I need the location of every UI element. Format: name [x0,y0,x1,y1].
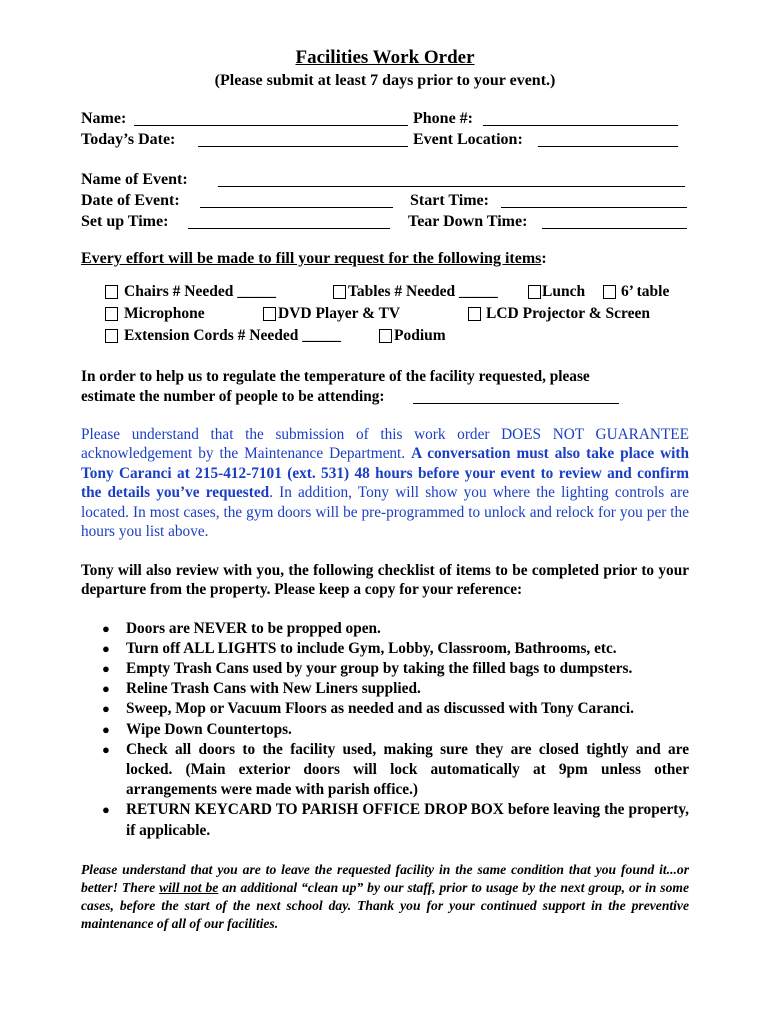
bullet-icon: ● [102,701,110,717]
podium-checkbox[interactable] [379,329,392,343]
field-row-date-start [81,190,689,211]
tear-down-time-field[interactable] [542,228,687,229]
phone-field[interactable] [483,125,678,126]
lcd-option[interactable] [468,303,650,325]
notice-part-3: . In addition, Tony will show you where the lighting controls are located. In most cases, the gym doors will be pre-programmed to unlock and relock for you per the hours you list above. [81,484,689,540]
items-heading [81,248,689,270]
lunch-option[interactable] [528,281,585,303]
lunch-label: Lunch [542,283,586,300]
field-row-date-location [81,129,689,150]
bullet-icon: ● [102,640,110,656]
dvd-option[interactable] [263,303,400,325]
lcd-checkbox[interactable] [468,307,481,321]
six-foot-table-label: 6’ table [621,283,670,300]
chairs-option[interactable] [105,281,276,303]
list-item: ● Check all doors to the facility used, making sure they are closed tightly and are locked. (Main exterior doors will lock automatically at 9pm unless other arrangements were made with parish office.) [102,740,689,799]
start-time-label: Start Time: [410,192,489,209]
bullet-icon: ● [102,741,110,757]
chairs-label: Chairs # Needed _____ [124,283,276,300]
lcd-label: LCD Projector & Screen [486,305,650,322]
temperature-line-1: In order to help us to regulate the temperature of the facility requested, please [81,368,590,385]
checklist-row-3 [81,325,689,347]
closing-part-1: Please understand that you are to leave the requested facility in the same condition that you found it...or better! There [81,861,689,895]
bullet-icon: ● [102,660,110,676]
checklist-row-2 [81,303,689,325]
tables-option[interactable] [333,281,498,303]
list-item: ● Reline Trash Cans with New Liners supplied. [81,679,689,699]
items-heading-colon: : [541,250,547,267]
page-subtitle: (Please submit at least 7 days prior to your event.) [214,72,556,89]
attendance-label: estimate the number of people to be attending: [81,387,385,405]
set-up-time-field[interactable] [188,228,390,229]
notice-part-1: Please understand that the submission of this work order DOES NOT GUARANTEE acknowledgement by the Maintenance Department. [81,425,689,462]
todays-date-field[interactable] [198,146,408,147]
event-location-label: Event Location: [413,131,523,148]
closing-part-2: will not be [159,879,219,895]
microphone-option[interactable] [105,303,205,325]
six-foot-table-checkbox[interactable] [603,285,616,299]
bullet-icon: ● [102,620,110,636]
closing-part-3: an additional “clean up” by our staff, prior to usage by the next group, or in some cases, before the start of the next school day. Thank you for your continued support in the preventive maintenance of all of our facilities. [81,879,689,932]
list-item: ● Empty Trash Cans used by your group by taking the filled bags to dumpsters. [81,659,689,679]
date-of-event-label: Date of Event: [81,192,180,209]
closing-paragraph [81,861,689,934]
list-item: ● Doors are NEVER to be propped open. [81,619,689,639]
start-time-field[interactable] [501,207,687,208]
phone-label: Phone #: [413,110,473,127]
lunch-checkbox[interactable] [528,285,541,299]
podium-option[interactable] [379,325,446,347]
bullet-icon: ● [102,721,110,737]
microphone-checkbox[interactable] [105,307,118,321]
items-heading-text: Every effort will be made to fill your request for the following items [81,250,542,267]
dvd-checkbox[interactable] [263,307,276,321]
list-item: ● RETURN KEYCARD TO PARISH OFFICE DROP BOX before leaving the property, if applicable. [102,801,689,839]
checklist-bullets [81,619,689,841]
notice-paragraph [81,425,689,542]
field-row-event-name [81,169,689,190]
review-intro: Tony will also review with you, the following checklist of items to be completed prior to your departure from the property. Please keep a copy for your reference: [81,561,689,598]
name-label: Name: [81,110,127,127]
microphone-label: Microphone [124,305,205,322]
six-foot-table-option[interactable] [603,281,669,303]
extension-cords-label: Extension Cords # Needed _____ [124,327,342,344]
extension-cords-option[interactable] [105,325,341,347]
field-row-name-phone [81,108,689,129]
list-item: ● Sweep, Mop or Vacuum Floors as needed and as discussed with Tony Caranci. [81,699,689,719]
extension-cords-checkbox[interactable] [105,329,118,343]
bullet-icon: ● [102,681,110,697]
podium-label: Podium [394,327,446,344]
dvd-label: DVD Player & TV [278,305,401,322]
list-item: ● Wipe Down Countertops. [81,720,689,740]
chairs-checkbox[interactable] [105,285,118,299]
attendance-row [81,387,689,407]
todays-date-label: Today’s Date: [81,131,176,148]
name-field[interactable] [134,125,408,126]
tear-down-time-label: Tear Down Time: [408,213,528,230]
field-row-setup-teardown [81,211,689,232]
bullet-icon: ● [102,802,110,818]
work-order-form [81,46,689,934]
tables-label: Tables # Needed _____ [348,283,498,300]
checklist-row-1 [81,281,689,303]
event-location-field[interactable] [538,146,678,147]
set-up-time-label: Set up Time: [81,213,169,230]
tables-checkbox[interactable] [333,285,346,299]
name-of-event-field[interactable] [218,186,685,187]
page-title: Facilities Work Order [295,47,475,68]
list-item: ● Turn off ALL LIGHTS to include Gym, Lobby, Classroom, Bathrooms, etc. [81,639,689,659]
notice-part-2: A conversation must also take place with Tony Caranci at 215-412-7101 (ext. 531) 48 hours before your event to review and confirm the details you’ve requested [81,445,689,501]
date-of-event-field[interactable] [200,207,393,208]
attendance-field[interactable] [413,403,619,404]
name-of-event-label: Name of Event: [81,171,188,188]
